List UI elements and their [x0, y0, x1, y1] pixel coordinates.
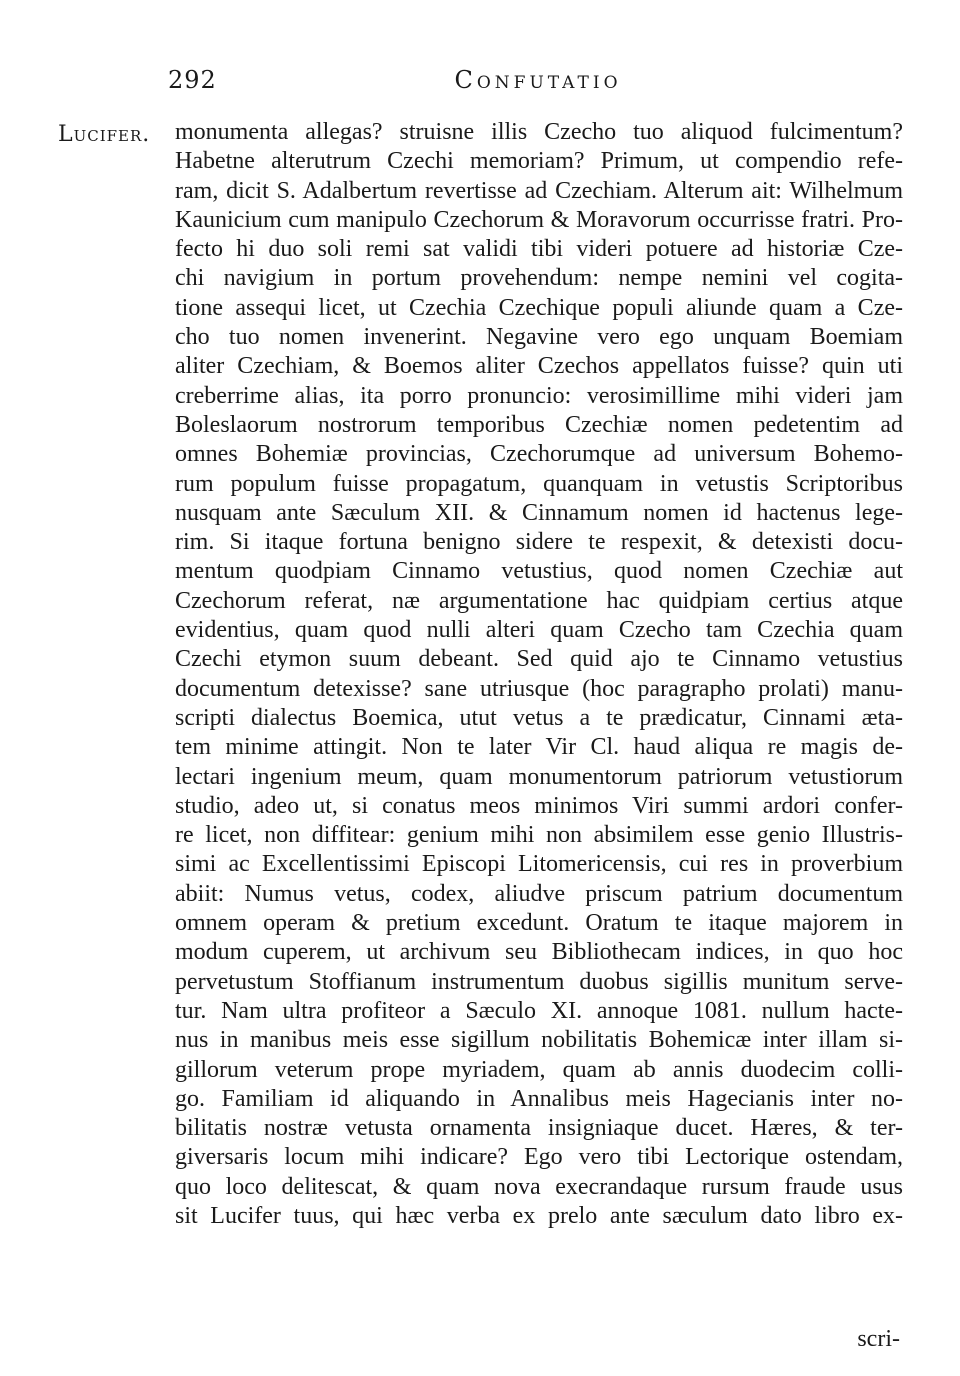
text-line: go. Familiam id aliquando in Annalibus meis Hagecianis inter no- — [175, 1085, 903, 1112]
text-line: rum populum fuisse propagatum, quanquam in vetustis Scriptoribus — [175, 470, 903, 497]
text-line: creberrime alias, ita porro pronuncio: verosimillime mihi videri jam — [175, 382, 903, 409]
page-number: 292 — [168, 66, 217, 94]
margin-note: Lucifer. — [58, 122, 151, 147]
text-line: nus in manibus meis esse sigillum nobilitatis Bohemicæ inter illam si- — [175, 1027, 903, 1054]
text-line: tem minime attingit. Non te later Vir Cl. haud aliqua re magis de- — [175, 734, 903, 761]
text-line: Habetne alterutrum Czechi memoriam? Primum, ut compendio refe- — [175, 148, 903, 175]
page-header — [168, 66, 908, 106]
body-text — [175, 118, 903, 1231]
text-line: sit Lucifer tuus, qui hæc verba ex prelo ante sæculum dato libro ex- — [175, 1202, 903, 1229]
text-line: lectari ingenium meum, quam monumentorum patriorum vetustiorum — [175, 763, 903, 790]
text-line: Czechi etymon suum debeant. Sed quid ajo te Cinnamo vetustius — [175, 646, 903, 673]
text-line: omnes Bohemiæ provincias, Czechorumque ad universum Bohemo- — [175, 441, 903, 468]
text-line: studio, adeo ut, si conatus meos minimos Viri summi ardori confer- — [175, 792, 903, 819]
text-line: Boleslaorum nostrorum temporibus Czechiæ nomen pedetentim ad — [175, 411, 903, 438]
text-line: simi ac Excellentissimi Episcopi Litomericensis, cui res in proverbium — [175, 851, 903, 878]
text-line: cho tuo nomen invenerint. Negavine vero ego unquam Boemiam — [175, 324, 903, 351]
text-line: rim. Si itaque fortuna benigno sidere te respexit, & detexisti docu- — [175, 529, 903, 556]
text-line: gillorum veterum prope myriadem, quam ab annis duodecim colli- — [175, 1056, 903, 1083]
text-line: Czechorum referat, næ argumentatione hac quidpiam certius atque — [175, 587, 903, 614]
text-line: scripti dialectus Boemica, utut vetus a te prædicatur, Cinnami æta- — [175, 704, 903, 731]
text-line: tur. Nam ultra profiteor a Sæculo XI. annoque 1081. nullum hacte- — [175, 997, 903, 1024]
text-line: Kaunicium cum manipulo Czechorum & Moravorum occurrisse fratri. Pro- — [175, 206, 903, 233]
text-line: chi navigium in portum provehendum: nempe nemini vel cogita- — [175, 265, 903, 292]
text-line: quo loco delitescat, & quam nova execrandaque rursum fraude usus — [175, 1173, 903, 1200]
catchword: scri- — [857, 1326, 900, 1352]
text-line: nusquam ante Sæculum XII. & Cinnamum nomen id hactenus lege- — [175, 499, 903, 526]
text-line: mentum quodpiam Cinnamo vetustius, quod nomen Czechiæ aut — [175, 558, 903, 585]
text-line: documentum detexisse? sane utriusque (hoc paragrapho prolati) manu- — [175, 675, 903, 702]
text-line: aliter Czechiam, & Boemos aliter Czechos appellatos fuisse? quin uti — [175, 353, 903, 380]
text-line: re licet, non diffitear: genium mihi non absimilem esse genio Illustris- — [175, 822, 903, 849]
text-line: abiit: Numus vetus, codex, aliudve priscum patrium documentum — [175, 880, 903, 907]
text-line: tione assequi licet, ut Czechia Czechique populi aliunde quam a Cze- — [175, 294, 903, 321]
text-line: giversaris locum mihi indicare? Ego vero tibi Lectorique ostendam, — [175, 1144, 903, 1171]
text-line: pervetustum Stoffianum instrumentum duobus sigillis munitum serve- — [175, 968, 903, 995]
running-title: Confutatio — [454, 66, 622, 94]
text-line: bilitatis nostræ vetusta ornamenta insigniaque ducet. Hæres, & ter- — [175, 1115, 903, 1142]
text-line: omnem operam & pretium excedunt. Oratum te itaque majorem in — [175, 910, 903, 937]
text-line: evidentius, quam quod nulli alteri quam Czecho tam Czechia quam — [175, 617, 903, 644]
text-line: modum cuperem, ut archivum seu Bibliothecam indices, in quo hoc — [175, 939, 903, 966]
text-line: ram, dicit S. Adalbertum revertisse ad Czechiam. Alterum ait: Wilhelmum — [175, 177, 903, 204]
text-line: fecto hi duo soli remi sat validi tibi videri potuere ad historiæ Cze- — [175, 236, 903, 263]
text-line: monumenta allegas? struisne illis Czecho tuo aliquod fulcimentum? — [175, 119, 903, 145]
